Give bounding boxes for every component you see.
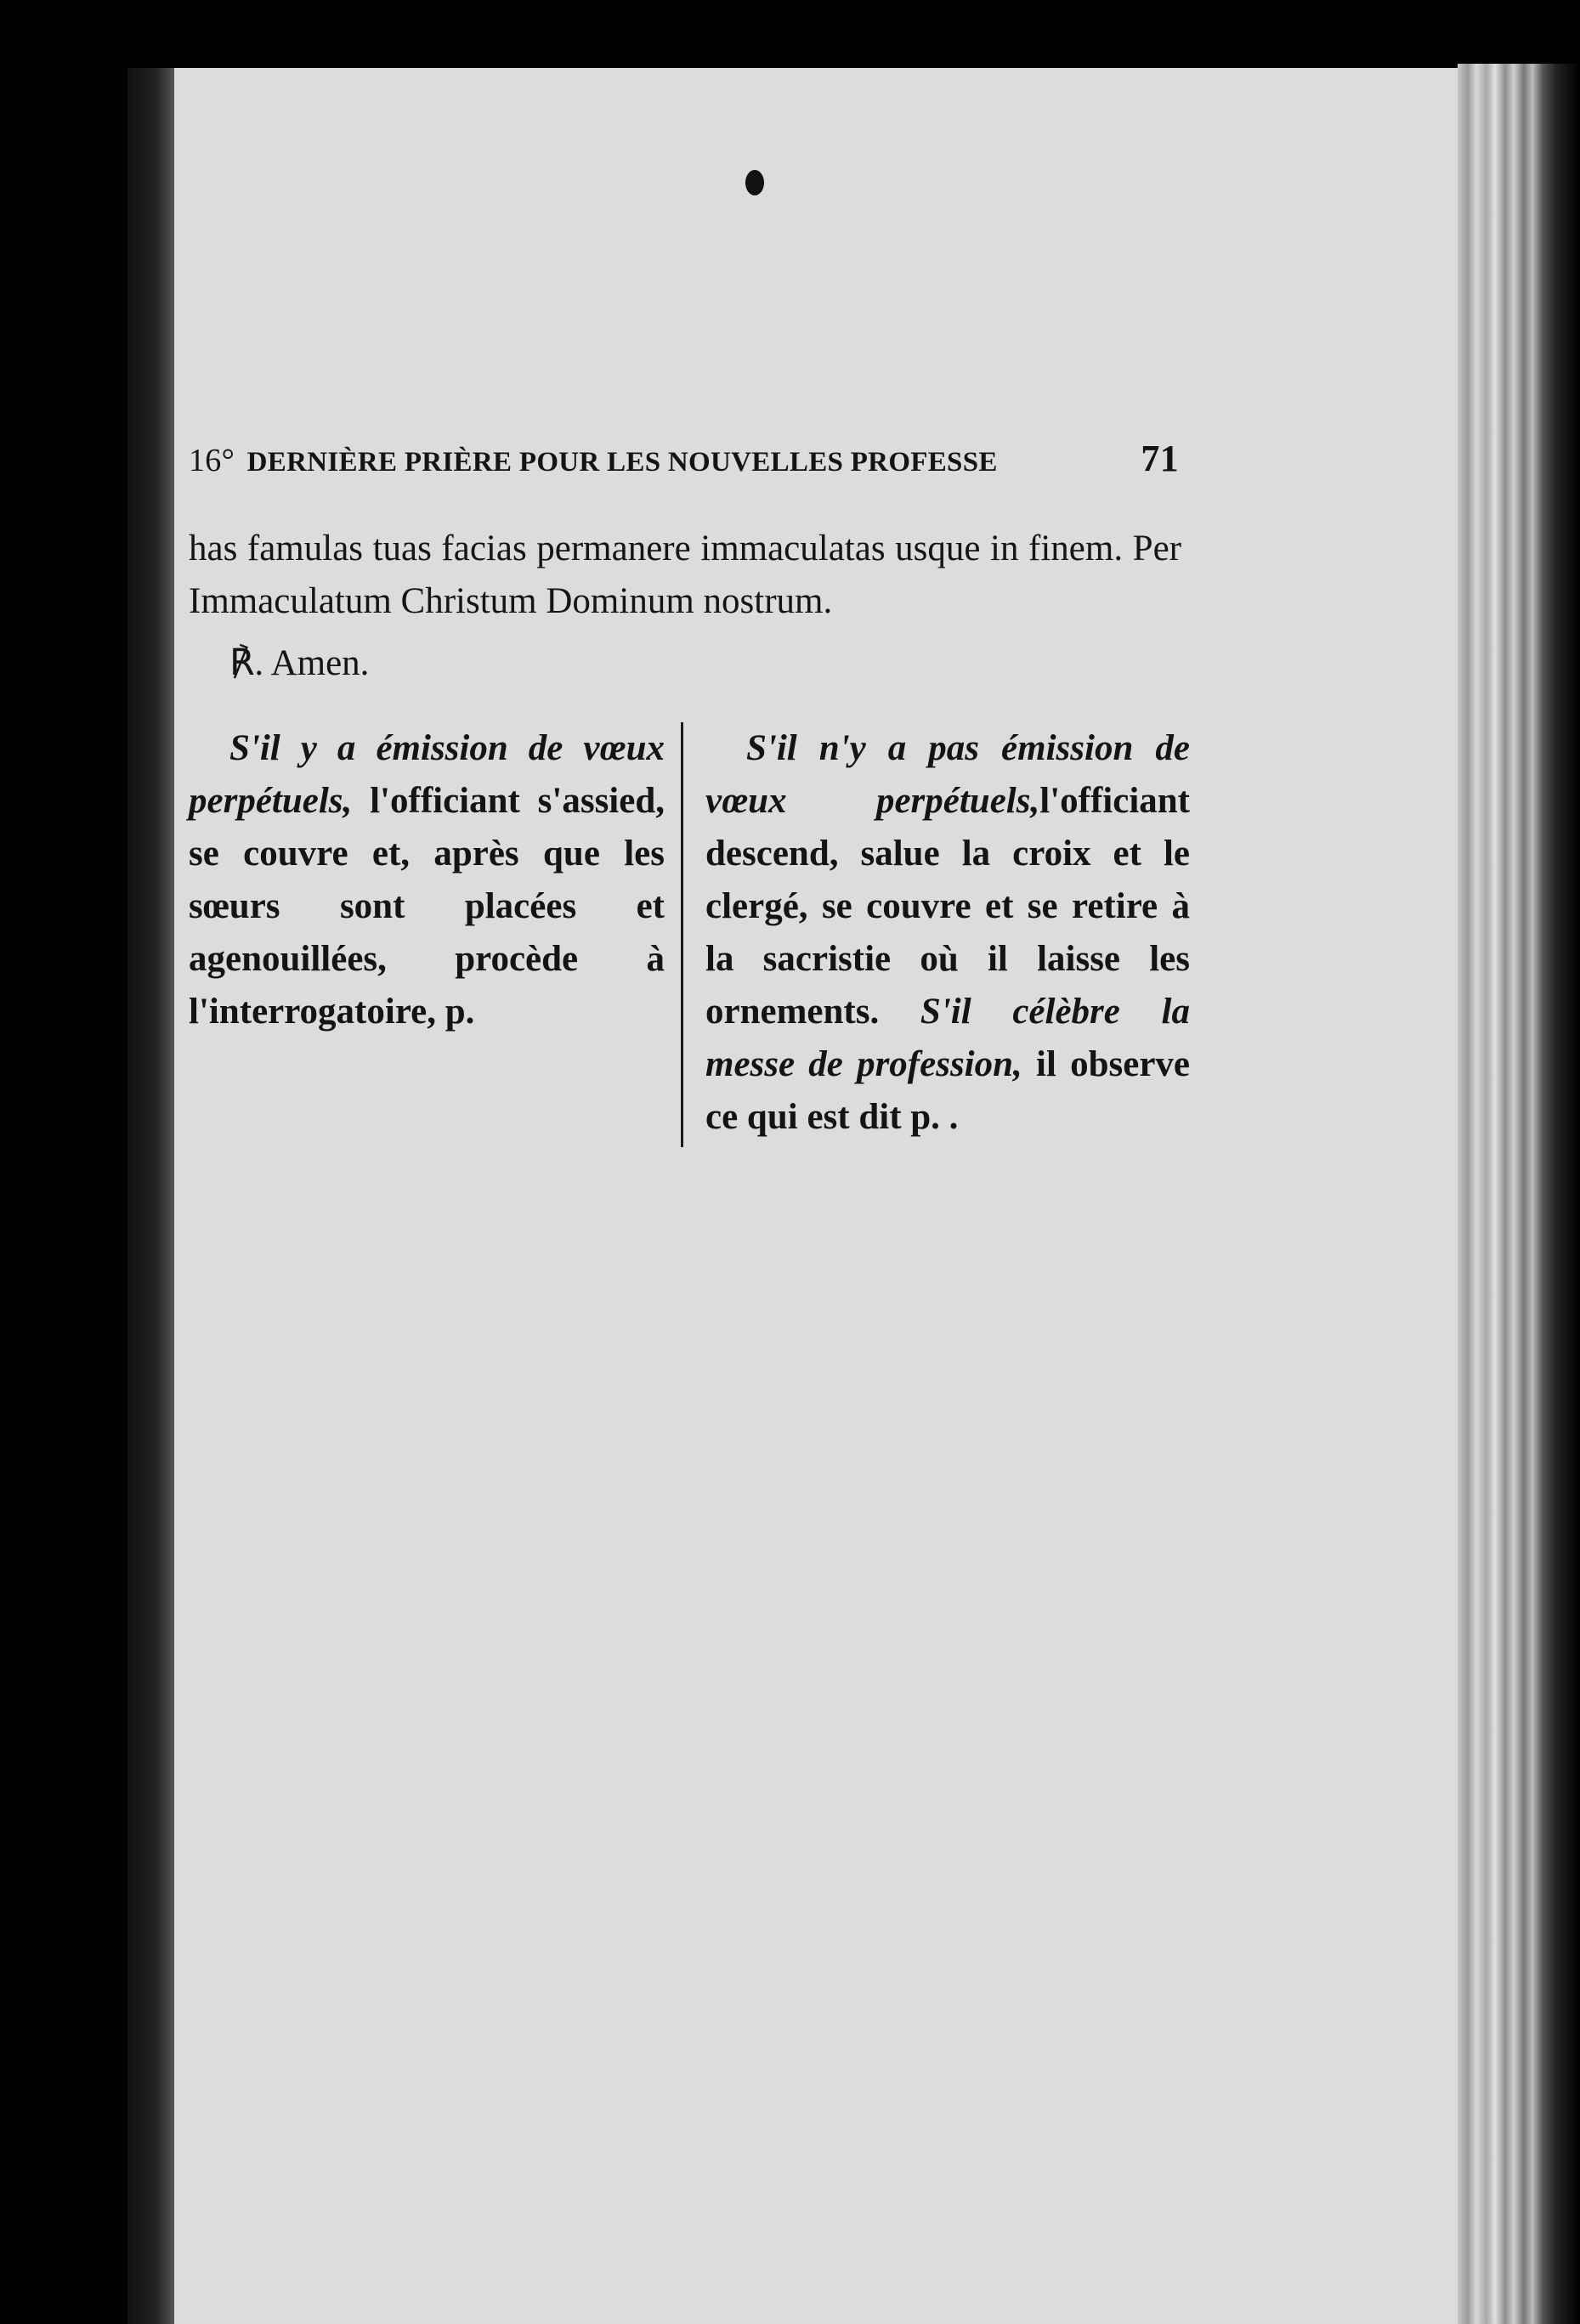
rubric-right-text-2: il observe ce qui est dit p. . [705,1044,1190,1137]
page-surface [127,68,1496,2324]
rubric-right-italic-mid: S'il célèbre la messe de profession, [705,992,1190,1084]
rubric-right-column [705,722,1190,1144]
page-edges [1458,64,1580,2324]
prayer-paragraph: has famulas tuas facias permanere immaculatas usque in finem. Per Immaculatum Christum Dominum nostrum. [189,529,1181,621]
page-number: 71 [1141,438,1179,479]
rubric-left-column [189,722,665,1038]
response-symbol: ℟. [229,643,264,683]
book-spine [127,68,174,2324]
rubric-right-italic: S'il n'y a pas émission de vœux perpétuels, [705,728,1190,821]
response-line [229,642,369,684]
ink-dot-mark [745,170,764,195]
rubric-left-text: l'officiant s'assied, se couvre et, après que les sœurs sont placées et agenouillées, procède à l'interrogatoire, p. [189,781,665,1032]
running-header [189,438,1179,493]
column-divider [681,722,683,1147]
section-title: DERNIÈRE PRIÈRE POUR LES NOUVELLES PROFESSE [246,447,998,478]
rubric-left-italic: S'il y a émission de vœux perpétuels, [189,728,665,821]
section-ordinal: 16° [189,443,235,478]
response-text: Amen. [270,643,370,683]
rubric-right-text-1: l'officiant descend, salue la croix et le clergé, se couvre et se retire à la sacristie où il laisse les ornements. [705,781,1190,1032]
scan-top-border [0,0,1580,68]
